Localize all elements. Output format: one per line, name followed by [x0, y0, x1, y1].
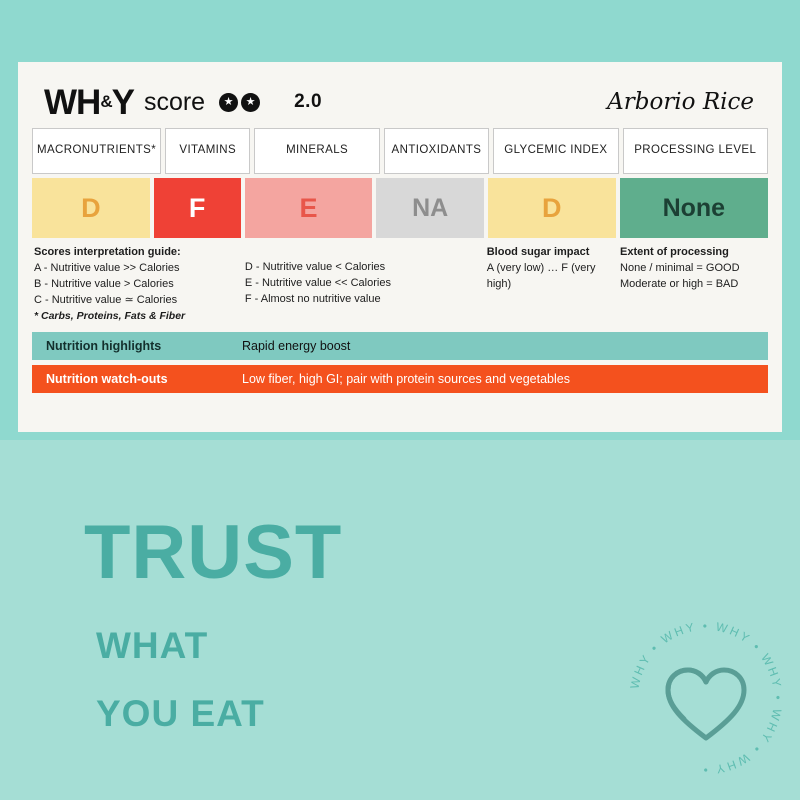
guide-line-e: E - Nutritive value << Calories [244, 276, 391, 289]
interpretation-row [32, 243, 768, 327]
grade-antioxidants: NA [376, 178, 483, 238]
guide-line-d: D - Nutritive value < Calories [244, 261, 386, 273]
star-icon: ★ [241, 93, 260, 112]
nutrition-highlights-label: Nutrition highlights [46, 338, 162, 353]
grade-vitamins: F [154, 178, 241, 238]
blood-sugar-text: A (very low) … F (very high) [486, 261, 596, 290]
product-name: Arborio Rice [607, 89, 754, 115]
header-processing-level: PROCESSING LEVEL [623, 128, 768, 174]
heart-icon [620, 612, 792, 784]
processing-title: Extent of processing [620, 246, 729, 258]
logo-why-text: WH&Y [44, 82, 134, 122]
grade-glycemic-index: D [488, 178, 616, 238]
processing-line-bad: Moderate or high = BAD [620, 277, 739, 290]
logo-ampersand: & [100, 91, 112, 111]
logo-dots [219, 93, 260, 112]
grade-minerals: E [245, 178, 373, 238]
guide-line-a: A - Nutritive value >> Calories [34, 261, 180, 274]
star-icon: ★ [219, 93, 238, 112]
badge-ring-text: WHY • WHY • WHY • WHY • WHY • WHY • [627, 618, 786, 778]
header-glycemic-index: GLYCEMIC INDEX [493, 128, 618, 174]
header-minerals: MINERALS [254, 128, 379, 174]
interpretation-guide-left [32, 243, 239, 327]
grade-row [32, 178, 768, 238]
guide-line-b: B - Nutritive value > Calories [34, 277, 174, 290]
why-heart-badge [620, 612, 792, 784]
processing-note [618, 243, 768, 327]
processing-line-good: None / minimal = GOOD [620, 261, 740, 274]
interpretation-guide-right [243, 243, 481, 327]
tagline-line-2: WHAT [96, 625, 209, 666]
grade-macronutrients: D [32, 178, 150, 238]
guide-line-f: F - Almost no nutritive value [244, 292, 381, 305]
svg-text:WHY • WHY • WHY • WHY • [627, 619, 785, 777]
category-header-row [32, 128, 768, 174]
blood-sugar-title: Blood sugar impact [486, 246, 590, 258]
nutrition-watchouts-row [32, 365, 768, 393]
guide-title: Scores interpretation guide: [34, 246, 181, 258]
why-score-logo [44, 82, 323, 122]
header-antioxidants: ANTIOXIDANTS [384, 128, 489, 174]
guide-line-c: C - Nutritive value ≃ Calories [34, 293, 178, 306]
header-macronutrients: MACRONUTRIENTS* [32, 128, 161, 174]
nutrition-highlights-value: Rapid energy boost [242, 338, 351, 353]
version-label: 2.0 [294, 91, 323, 112]
grade-processing-level: None [620, 178, 768, 238]
logo-score-word: score [143, 87, 206, 116]
tagline-line-3: YOU EAT [96, 693, 265, 734]
nutrition-highlights-row [32, 332, 768, 360]
nutrition-watchouts-label: Nutrition watch-outs [46, 371, 168, 386]
nutrition-score-card [18, 62, 782, 432]
card-header [32, 76, 768, 128]
blood-sugar-note [485, 243, 614, 327]
nutrition-watchouts-value: Low fiber, high GI; pair with protein sources and vegetables [242, 371, 570, 386]
guide-footnote: * Carbs, Proteins, Fats & Fiber [34, 309, 186, 322]
tagline-line-1: TRUST [84, 510, 343, 595]
header-vitamins: VITAMINS [165, 128, 250, 174]
